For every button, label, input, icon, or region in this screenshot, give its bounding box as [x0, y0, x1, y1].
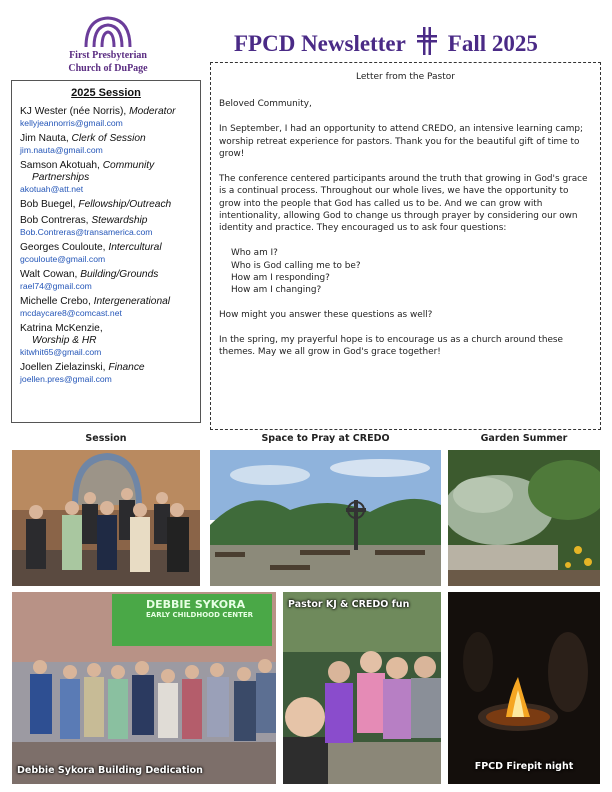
- member-email[interactable]: akotuah@att.net: [20, 184, 84, 194]
- member-role: Community: [102, 160, 155, 171]
- member-email[interactable]: mcdaycare8@comcast.net: [20, 308, 122, 318]
- member-name: Walt Cowan,: [20, 269, 81, 280]
- member-moderator: [20, 106, 192, 129]
- member-name: Bob Buegel,: [20, 199, 79, 210]
- letter-questions: [219, 247, 592, 297]
- letter-title: Letter from the Pastor: [356, 72, 455, 82]
- question-4: How am I changing?: [231, 285, 322, 296]
- church-logo: [58, 16, 158, 74]
- letter-paragraph-4: In the spring, my prayerful hope is to encourage us as a church around these themes. May we all grow in God's grace together!: [219, 335, 563, 358]
- member-stewardship: [20, 215, 192, 238]
- member-intercultural: [20, 242, 192, 265]
- letter-greeting: Beloved Community,: [219, 99, 312, 110]
- letter-paragraph-2: The conference centered participants around the truth that growing in God's grace is a continual process. Throughout our whole lives, we have the opportunity to grow into the people that God has called us to be. And we can grow with intentionality, allowing God to change us through prayer by considering our own identity and practice. They encouraged us to ask four questions:: [219, 173, 588, 234]
- member-email[interactable]: jim.nauta@gmail.com: [20, 145, 103, 155]
- session-group-photo: [12, 450, 200, 586]
- member-role: Fellowship/Outreach: [78, 199, 172, 210]
- banner-line1: DEBBIE SYKORA: [146, 598, 246, 611]
- member-email[interactable]: kitwhit65@gmail.com: [20, 347, 102, 357]
- member-name: Joellen Zielazinski,: [20, 362, 109, 373]
- member-role: Intercultural: [108, 242, 162, 253]
- member-name: Georges Couloute,: [20, 242, 109, 253]
- pastor-letter: [210, 62, 601, 430]
- letter-paragraph-3: How might you answer these questions as well?: [219, 310, 433, 321]
- member-role: Clerk of Session: [71, 133, 146, 144]
- member-worship: [20, 323, 192, 358]
- banner-text: [146, 598, 253, 619]
- session-box: [11, 80, 201, 423]
- member-name: KJ Wester (née Norris),: [20, 106, 130, 117]
- member-name: Michelle Crebo,: [20, 296, 94, 307]
- member-name: Katrina McKenzie,: [20, 323, 103, 334]
- caption-credo: Space to Pray at CREDO: [261, 433, 390, 444]
- member-role: Stewardship: [91, 215, 148, 226]
- caption-firepit: FPCD Firepit night: [474, 761, 574, 772]
- garden-photo: [448, 450, 600, 586]
- caption-session: Session: [85, 433, 127, 444]
- member-fellowship: [20, 199, 192, 211]
- question-2: Who is God calling me to be?: [231, 260, 361, 271]
- credo-prayer-space-photo: [210, 450, 441, 586]
- church-arch-icon: [83, 16, 133, 48]
- member-email[interactable]: kellyjeannorris@gmail.com: [20, 118, 123, 128]
- church-name-line2: Church of DuPage: [68, 63, 148, 74]
- caption-garden: Garden Summer: [480, 433, 568, 444]
- title-left: FPCD Newsletter: [234, 31, 406, 56]
- member-email[interactable]: rael74@gmail.com: [20, 281, 92, 291]
- title-right: Fall 2025: [447, 31, 538, 56]
- cross-icon: [416, 26, 438, 62]
- pastor-credo-photo: [283, 592, 441, 784]
- letter-paragraph-1: In September, I had an opportunity to attend CREDO, an intensive learning camp; worship retreat experience for pastors. Thank you for the beautiful gift of time to grow!: [219, 124, 584, 160]
- member-email[interactable]: Bob.Contreras@transamerica.com: [20, 227, 153, 237]
- member-clerk: [20, 133, 192, 156]
- member-name: Samson Akotuah,: [20, 160, 103, 171]
- caption-dedication: Debbie Sykora Building Dedication: [17, 765, 203, 776]
- member-community: [20, 160, 192, 195]
- firepit-photo: [448, 592, 600, 784]
- member-email[interactable]: gcouloute@gmail.com: [20, 254, 106, 264]
- member-role: Moderator: [129, 106, 176, 117]
- member-email[interactable]: joellen.pres@gmail.com: [20, 374, 112, 384]
- question-3: How am I responding?: [231, 273, 330, 284]
- banner-line2: EARLY CHILDHOOD CENTER: [146, 611, 254, 619]
- member-role: Building/Grounds: [80, 269, 159, 280]
- session-heading: 2025 Session: [71, 87, 141, 99]
- member-role-cont: Worship & HR: [32, 335, 97, 346]
- member-intergenerational: [20, 296, 192, 319]
- member-role: Intergenerational: [93, 296, 171, 307]
- newsletter-title: [234, 26, 564, 62]
- member-finance: [20, 362, 192, 385]
- member-name: Jim Nauta,: [20, 133, 72, 144]
- member-name: Bob Contreras,: [20, 215, 92, 226]
- church-name-line1: First Presbyterian: [69, 50, 147, 61]
- dedication-photo: [12, 592, 276, 784]
- member-building: [20, 269, 192, 292]
- question-1: Who am I?: [231, 248, 278, 259]
- member-role: Finance: [108, 362, 145, 373]
- member-role-cont: Partnerships: [32, 172, 90, 183]
- caption-pastor: Pastor KJ & CREDO fun: [288, 599, 410, 610]
